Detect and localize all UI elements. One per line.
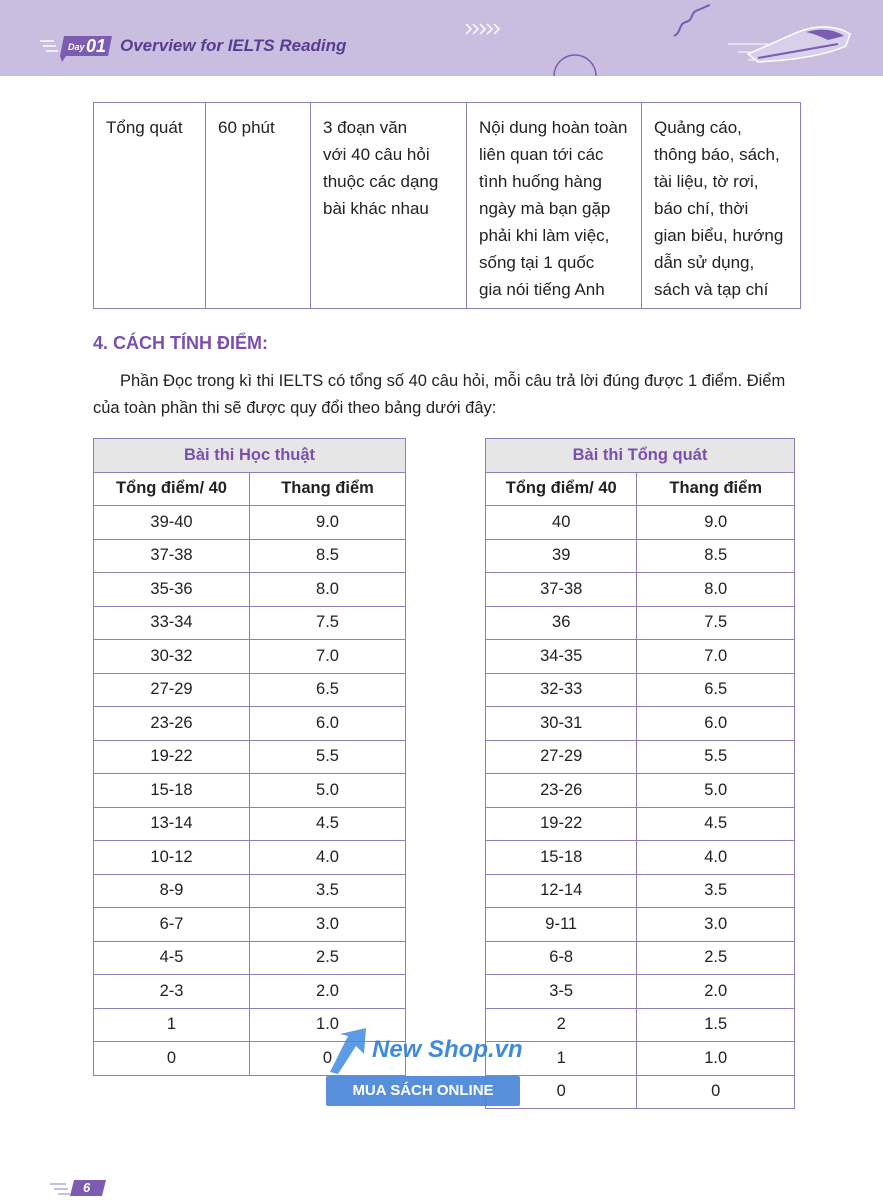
general-score-table bbox=[485, 438, 795, 1109]
band-score-cell: 7.0 bbox=[637, 640, 795, 674]
chevrons-icon bbox=[465, 22, 505, 36]
band-score-cell: 6.0 bbox=[250, 707, 406, 741]
raw-score-cell: 37-38 bbox=[94, 539, 250, 573]
raw-score-cell: 10-12 bbox=[94, 841, 250, 875]
raw-score-cell: 30-32 bbox=[94, 640, 250, 674]
table-row bbox=[486, 975, 795, 1009]
table-row bbox=[94, 506, 406, 540]
table-row bbox=[486, 573, 795, 607]
band-score-cell: 1.0 bbox=[250, 1008, 406, 1042]
band-score-cell: 8.5 bbox=[637, 539, 795, 573]
band-score-cell: 4.0 bbox=[637, 841, 795, 875]
table-row bbox=[94, 573, 406, 607]
band-score-cell: 8.0 bbox=[637, 573, 795, 607]
band-score-cell: 5.5 bbox=[637, 740, 795, 774]
table-row bbox=[94, 740, 406, 774]
day-number: 01 bbox=[86, 36, 107, 56]
academic-score-table bbox=[93, 438, 406, 1076]
raw-score-cell: 27-29 bbox=[94, 673, 250, 707]
table-row bbox=[486, 1008, 795, 1042]
squiggle-icon bbox=[672, 4, 712, 38]
table-row bbox=[486, 506, 795, 540]
table-row bbox=[486, 874, 795, 908]
band-score-cell: 7.0 bbox=[250, 640, 406, 674]
raw-score-cell: 33-34 bbox=[94, 606, 250, 640]
table-caption-row bbox=[486, 439, 795, 473]
raw-score-cell: 23-26 bbox=[486, 774, 637, 808]
watermark-bar: MUA SÁCH ONLINE bbox=[326, 1076, 520, 1106]
band-score-cell: 3.5 bbox=[250, 874, 406, 908]
band-score-cell: 5.0 bbox=[637, 774, 795, 808]
table-row bbox=[486, 539, 795, 573]
table-row bbox=[94, 941, 406, 975]
raw-score-cell: 0 bbox=[486, 1075, 637, 1109]
raw-score-cell: 2-3 bbox=[94, 975, 250, 1009]
cell-text: dẫn sử dụng, bbox=[654, 253, 755, 272]
intro-paragraph bbox=[93, 368, 805, 422]
cell-text: liên quan tới các bbox=[479, 145, 604, 164]
page-header bbox=[0, 0, 883, 76]
raw-score-cell: 39 bbox=[486, 539, 637, 573]
arc-icon bbox=[552, 50, 598, 76]
column-header-raw: Tổng điểm/ 40 bbox=[94, 472, 250, 506]
cell-text: sống tại 1 quốc bbox=[479, 253, 595, 272]
raw-score-cell: 15-18 bbox=[486, 841, 637, 875]
table-caption: Bài thi Học thuật bbox=[94, 439, 406, 473]
raw-score-cell: 19-22 bbox=[486, 807, 637, 841]
band-score-cell: 6.5 bbox=[250, 673, 406, 707]
band-score-cell: 3.0 bbox=[250, 908, 406, 942]
watermark-logo-text: New Shop.vn bbox=[372, 1036, 523, 1063]
raw-score-cell: 6-8 bbox=[486, 941, 637, 975]
raw-score-cell: 1 bbox=[94, 1008, 250, 1042]
table-row bbox=[94, 807, 406, 841]
raw-score-cell: 6-7 bbox=[94, 908, 250, 942]
band-score-cell: 4.0 bbox=[250, 841, 406, 875]
table-row bbox=[94, 103, 801, 309]
raw-score-cell: 27-29 bbox=[486, 740, 637, 774]
day-badge bbox=[40, 34, 112, 60]
day-label: Day bbox=[68, 42, 85, 52]
table-row bbox=[94, 539, 406, 573]
raw-score-cell: 8-9 bbox=[94, 874, 250, 908]
raw-score-cell: 2 bbox=[486, 1008, 637, 1042]
cell-text: sách và tạp chí bbox=[654, 280, 769, 299]
cell-text: 3 đoạn văn bbox=[323, 118, 408, 137]
table-row bbox=[486, 673, 795, 707]
raw-score-cell: 23-26 bbox=[94, 707, 250, 741]
band-score-cell: 0 bbox=[250, 1042, 406, 1076]
raw-score-cell: 1 bbox=[486, 1042, 637, 1076]
raw-score-cell: 32-33 bbox=[486, 673, 637, 707]
band-score-cell: 2.0 bbox=[637, 975, 795, 1009]
table-row bbox=[94, 975, 406, 1009]
band-score-cell: 7.5 bbox=[250, 606, 406, 640]
cell-text: Tổng quát bbox=[106, 118, 183, 137]
table-row bbox=[94, 774, 406, 808]
cell-text: tài liệu, tờ rơi, bbox=[654, 172, 759, 191]
raw-score-cell: 35-36 bbox=[94, 573, 250, 607]
band-score-cell: 1.5 bbox=[637, 1008, 795, 1042]
table-cell bbox=[94, 103, 206, 309]
table-row bbox=[486, 774, 795, 808]
table-row bbox=[94, 673, 406, 707]
band-score-cell: 5.0 bbox=[250, 774, 406, 808]
table-row bbox=[486, 941, 795, 975]
raw-score-cell: 40 bbox=[486, 506, 637, 540]
cell-text: Nội dung hoàn toàn bbox=[479, 118, 628, 137]
column-header-band: Thang điểm bbox=[637, 472, 795, 506]
raw-score-cell: 30-31 bbox=[486, 707, 637, 741]
table-row bbox=[94, 707, 406, 741]
table-row bbox=[94, 606, 406, 640]
band-score-cell: 3.0 bbox=[637, 908, 795, 942]
raw-score-cell: 0 bbox=[94, 1042, 250, 1076]
table-row bbox=[94, 841, 406, 875]
table-row bbox=[486, 707, 795, 741]
table-header-row bbox=[94, 472, 406, 506]
raw-score-cell: 36 bbox=[486, 606, 637, 640]
page-number: 6 bbox=[83, 1180, 91, 1195]
table-cell bbox=[467, 103, 642, 309]
table-row bbox=[94, 640, 406, 674]
table-row bbox=[486, 606, 795, 640]
raw-score-cell: 12-14 bbox=[486, 874, 637, 908]
cell-text: ngày mà bạn gặp bbox=[479, 199, 611, 218]
table-row bbox=[94, 874, 406, 908]
raw-score-cell: 34-35 bbox=[486, 640, 637, 674]
band-score-cell: 0 bbox=[637, 1075, 795, 1109]
band-score-cell: 6.0 bbox=[637, 707, 795, 741]
table-row bbox=[486, 640, 795, 674]
table-caption-row bbox=[94, 439, 406, 473]
column-header-raw: Tổng điểm/ 40 bbox=[486, 472, 637, 506]
band-score-cell: 9.0 bbox=[250, 506, 406, 540]
band-score-cell: 2.5 bbox=[637, 941, 795, 975]
table-row bbox=[486, 1042, 795, 1076]
table-row bbox=[486, 807, 795, 841]
cell-text: thuộc các dạng bbox=[323, 172, 439, 191]
band-score-cell: 5.5 bbox=[250, 740, 406, 774]
band-score-cell: 4.5 bbox=[637, 807, 795, 841]
raw-score-cell: 13-14 bbox=[94, 807, 250, 841]
overview-table bbox=[93, 102, 801, 309]
band-score-cell: 8.0 bbox=[250, 573, 406, 607]
raw-score-cell: 3-5 bbox=[486, 975, 637, 1009]
cell-text: Quảng cáo, bbox=[654, 118, 742, 137]
table-row bbox=[486, 908, 795, 942]
raw-score-cell: 39-40 bbox=[94, 506, 250, 540]
paragraph-line: của toàn phần thi sẽ được quy đổi theo bảng dưới đây: bbox=[93, 399, 497, 417]
table-row bbox=[486, 740, 795, 774]
band-score-cell: 9.0 bbox=[637, 506, 795, 540]
watermark bbox=[326, 1026, 522, 1108]
raw-score-cell: 19-22 bbox=[94, 740, 250, 774]
table-row bbox=[486, 1075, 795, 1109]
cell-text: thông báo, sách, bbox=[654, 145, 780, 164]
cell-text: với 40 câu hỏi bbox=[323, 145, 430, 164]
raw-score-cell: 4-5 bbox=[94, 941, 250, 975]
cell-text: tình huống hàng bbox=[479, 172, 602, 191]
cell-text: bài khác nhau bbox=[323, 199, 429, 218]
table-row bbox=[486, 841, 795, 875]
raw-score-cell: 15-18 bbox=[94, 774, 250, 808]
logo-arrow-icon bbox=[326, 1026, 376, 1076]
table-header-row bbox=[486, 472, 795, 506]
band-score-cell: 4.5 bbox=[250, 807, 406, 841]
table-caption: Bài thi Tổng quát bbox=[486, 439, 795, 473]
page-badge-icon bbox=[50, 1179, 110, 1197]
band-score-cell: 8.5 bbox=[250, 539, 406, 573]
band-score-cell: 3.5 bbox=[637, 874, 795, 908]
raw-score-cell: 9-11 bbox=[486, 908, 637, 942]
band-score-cell: 7.5 bbox=[637, 606, 795, 640]
cell-text: phải khi làm việc, bbox=[479, 226, 610, 245]
table-cell bbox=[642, 103, 801, 309]
cell-text: 60 phút bbox=[218, 118, 275, 137]
column-header-band: Thang điểm bbox=[250, 472, 406, 506]
band-score-cell: 2.5 bbox=[250, 941, 406, 975]
cell-text: gian biểu, hướng bbox=[654, 226, 784, 245]
band-score-cell: 1.0 bbox=[637, 1042, 795, 1076]
header-title: Overview for IELTS Reading bbox=[120, 36, 347, 55]
band-score-cell: 2.0 bbox=[250, 975, 406, 1009]
table-cell bbox=[206, 103, 311, 309]
paragraph-line: Phần Đọc trong kì thi IELTS có tổng số 40 câu hỏi, mỗi câu trả lời đúng được 1 điểm. Điểm bbox=[120, 372, 786, 390]
cell-text: báo chí, thời bbox=[654, 199, 749, 218]
cell-text: gia nói tiếng Anh bbox=[479, 280, 605, 299]
band-score-cell: 6.5 bbox=[637, 673, 795, 707]
train-icon bbox=[728, 14, 858, 74]
raw-score-cell: 37-38 bbox=[486, 573, 637, 607]
table-row bbox=[94, 908, 406, 942]
table-cell bbox=[311, 103, 467, 309]
section-title: 4. CÁCH TÍNH ĐIỂM: bbox=[93, 333, 268, 353]
